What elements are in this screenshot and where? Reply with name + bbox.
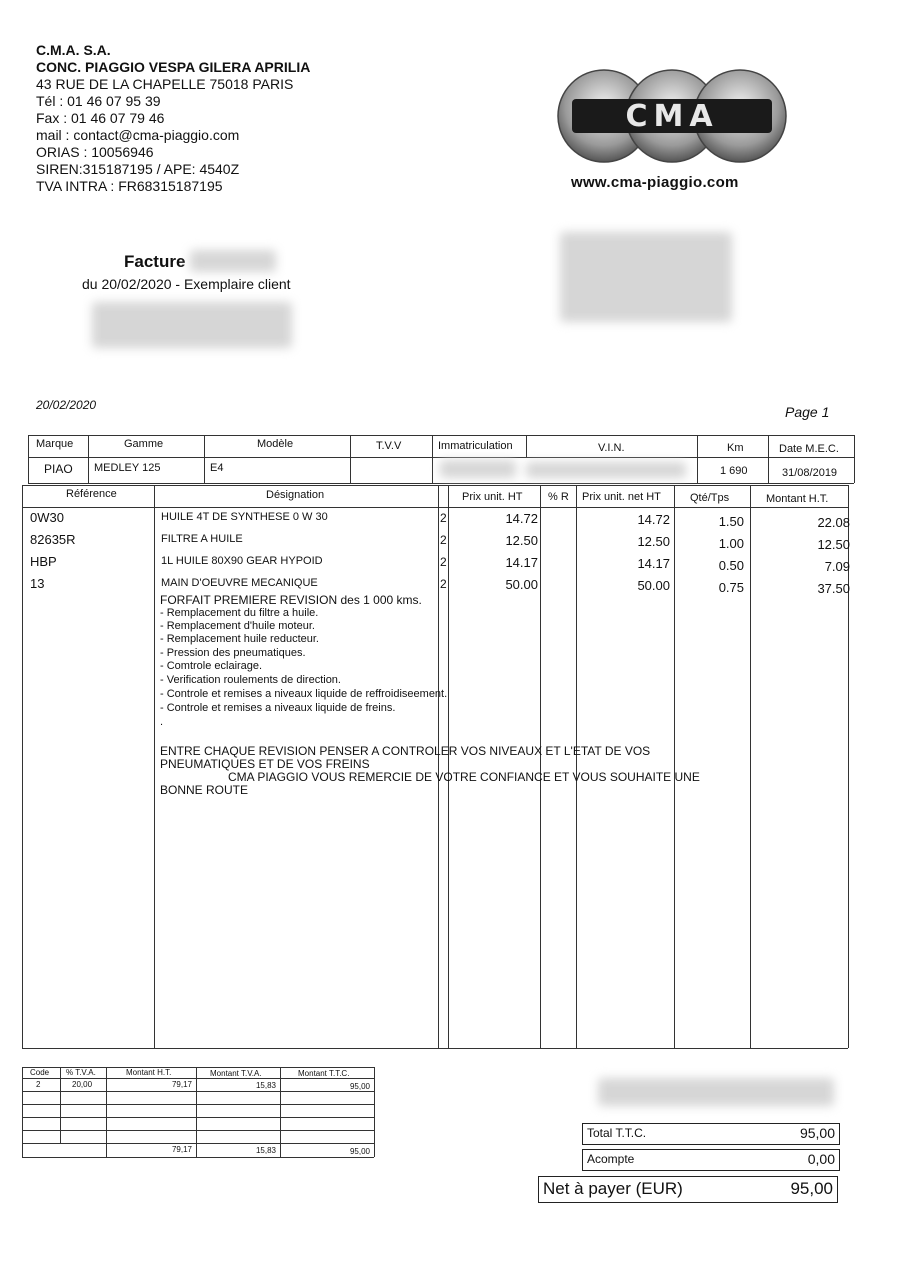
line-pu: 14.72 <box>505 511 538 526</box>
line-pun: 14.17 <box>637 556 670 571</box>
line-pu: 50.00 <box>505 577 538 592</box>
message-line: ENTRE CHAQUE REVISION PENSER A CONTROLER VOS NIVEAUX ET L'ETAT DE VOS <box>160 744 651 758</box>
vat-ttc: 95,00 <box>349 1082 370 1091</box>
line-code: 2 <box>440 511 447 525</box>
line-designation: MAIN D'OEUVRE MECANIQUE <box>161 577 318 589</box>
description-line: - Remplacement du filtre a huile. <box>160 607 319 619</box>
net-a-payer-value: 95,00 <box>790 1179 833 1198</box>
line-designation: HUILE 4T DE SYNTHESE 0 W 30 <box>161 511 328 523</box>
col-header-montant: Montant H.T. <box>766 493 829 505</box>
invoice-date: 20/02/2020 <box>36 398 97 412</box>
line-qty: 1.00 <box>718 536 744 551</box>
col-header-reference: Référence <box>66 488 117 500</box>
description-line: - Controle et remises a niveaux liquide de freins. <box>160 702 396 714</box>
company-siren: SIREN:315187195 / APE: 4540Z <box>36 161 240 177</box>
redacted-payment-info <box>598 1078 834 1106</box>
message-line: PNEUMATIQUES ET DE VOS FREINS <box>160 757 370 771</box>
total-ttc-value: 95,00 <box>799 1125 835 1141</box>
line-pu: 14.17 <box>505 555 538 570</box>
line-pun: 12.50 <box>637 534 670 549</box>
company-orias: ORIAS : 10056946 <box>36 144 154 160</box>
net-a-payer-label: Net à payer (EUR) <box>543 1179 683 1198</box>
message-line: CMA PIAGGIO VOUS REMERCIE DE VOTRE CONFIANCE ET VOUS SOUHAITE UNE <box>228 770 700 784</box>
line-amount: 37.50 <box>817 581 850 596</box>
net-a-payer-box <box>538 1176 838 1203</box>
vehicle-modele: E4 <box>210 462 224 474</box>
company-tva: TVA INTRA : FR68315187195 <box>36 178 223 194</box>
total-ttc-label: Total T.T.C. <box>587 1126 647 1140</box>
description-line: - Remplacement d'huile moteur. <box>160 620 315 632</box>
vat-total-ttc: 95,00 <box>349 1147 370 1156</box>
vehicle-header-km: Km <box>727 442 744 454</box>
vehicle-header-date-mec: Date M.E.C. <box>779 443 839 455</box>
line-code: 2 <box>440 577 447 591</box>
invoice-title: Facture <box>124 252 186 271</box>
vat-header-ht: Montant H.T. <box>126 1068 172 1077</box>
company-brands: CONC. PIAGGIO VESPA GILERA APRILIA <box>36 59 311 75</box>
vehicle-header-gamme: Gamme <box>124 438 164 450</box>
vehicle-header-immatriculation: Immatriculation <box>438 440 513 452</box>
line-designation: FILTRE A HUILE <box>161 533 243 545</box>
acompte-label: Acompte <box>587 1152 635 1166</box>
vat-header-ttc: Montant T.T.C. <box>298 1069 350 1078</box>
line-amount: 22.08 <box>817 515 850 530</box>
description-line: . <box>160 716 164 728</box>
vat-header-code: Code <box>30 1068 50 1077</box>
company-fax: Fax : 01 46 07 79 46 <box>36 110 165 126</box>
vehicle-header-modele: Modèle <box>257 438 294 450</box>
line-amount: 12.50 <box>817 537 850 552</box>
description-line: - Pression des pneumatiques. <box>160 647 306 659</box>
line-qty: 0.50 <box>718 558 744 573</box>
line-ref: 13 <box>30 576 45 591</box>
col-header-remise: % R <box>548 491 569 503</box>
invoice-subtitle: du 20/02/2020 - Exemplaire client <box>82 276 291 292</box>
line-code: 2 <box>440 555 447 569</box>
message-line: BONNE ROUTE <box>160 783 249 797</box>
acompte-value: 0,00 <box>807 1151 835 1167</box>
col-header-prix-unit: Prix unit. HT <box>462 491 523 503</box>
line-ref: 0W30 <box>30 510 64 525</box>
description-line: - Remplacement huile reducteur. <box>160 633 319 645</box>
logo-text: CMA <box>625 99 719 134</box>
col-header-qte: Qté/Tps <box>690 492 730 504</box>
description-line: - Comtrole eclairage. <box>160 660 263 672</box>
line-code: 2 <box>440 533 447 547</box>
total-ttc-box <box>582 1123 840 1145</box>
vat-total-tva: 15,83 <box>255 1146 276 1155</box>
vat-code: 2 <box>36 1080 41 1089</box>
vat-tva: 15,83 <box>255 1081 276 1090</box>
vehicle-header-tvv: T.V.V <box>376 440 402 452</box>
vehicle-km: 1 690 <box>720 465 748 477</box>
vat-ht: 79,17 <box>171 1080 192 1089</box>
vat-total-ht: 79,17 <box>171 1145 192 1154</box>
vat-header-tva: Montant T.V.A. <box>210 1069 262 1078</box>
vehicle-date-mec: 31/08/2019 <box>782 467 838 479</box>
page-number: Page 1 <box>785 404 830 420</box>
vehicle-header-vin: V.I.N. <box>598 442 625 454</box>
company-tel: Tél : 01 46 07 95 39 <box>36 93 161 109</box>
line-designation: 1L HUILE 80X90 GEAR HYPOID <box>161 555 323 567</box>
description-line: - Controle et remises a niveaux liquide de reffroidiseement. <box>160 688 448 700</box>
line-pun: 14.72 <box>637 512 670 527</box>
vehicle-marque: PIAO <box>44 462 73 476</box>
line-pun: 50.00 <box>637 578 670 593</box>
line-amount: 7.09 <box>824 559 850 574</box>
acompte-box <box>582 1149 840 1171</box>
col-header-prix-net: Prix unit. net HT <box>582 491 661 503</box>
company-mail: mail : contact@cma-piaggio.com <box>36 127 240 143</box>
company-name: C.M.A. S.A. <box>36 42 111 58</box>
vat-header-rate: % T.V.A. <box>66 1068 96 1077</box>
line-pu: 12.50 <box>505 533 538 548</box>
line-qty: 1.50 <box>718 514 744 529</box>
line-ref: 82635R <box>30 532 76 547</box>
col-header-designation: Désignation <box>266 489 325 501</box>
vehicle-header-marque: Marque <box>36 438 74 450</box>
line-qty: 0.75 <box>718 580 744 595</box>
line-ref: HBP <box>30 554 57 569</box>
vehicle-gamme: MEDLEY 125 <box>94 462 161 474</box>
website-url: www.cma-piaggio.com <box>571 174 739 191</box>
vat-rate: 20,00 <box>72 1080 93 1089</box>
description-line: - Verification roulements de direction. <box>160 674 341 686</box>
description-line: FORFAIT PREMIERE REVISION des 1 000 kms. <box>160 593 422 607</box>
company-address: 43 RUE DE LA CHAPELLE 75018 PARIS <box>36 76 294 92</box>
